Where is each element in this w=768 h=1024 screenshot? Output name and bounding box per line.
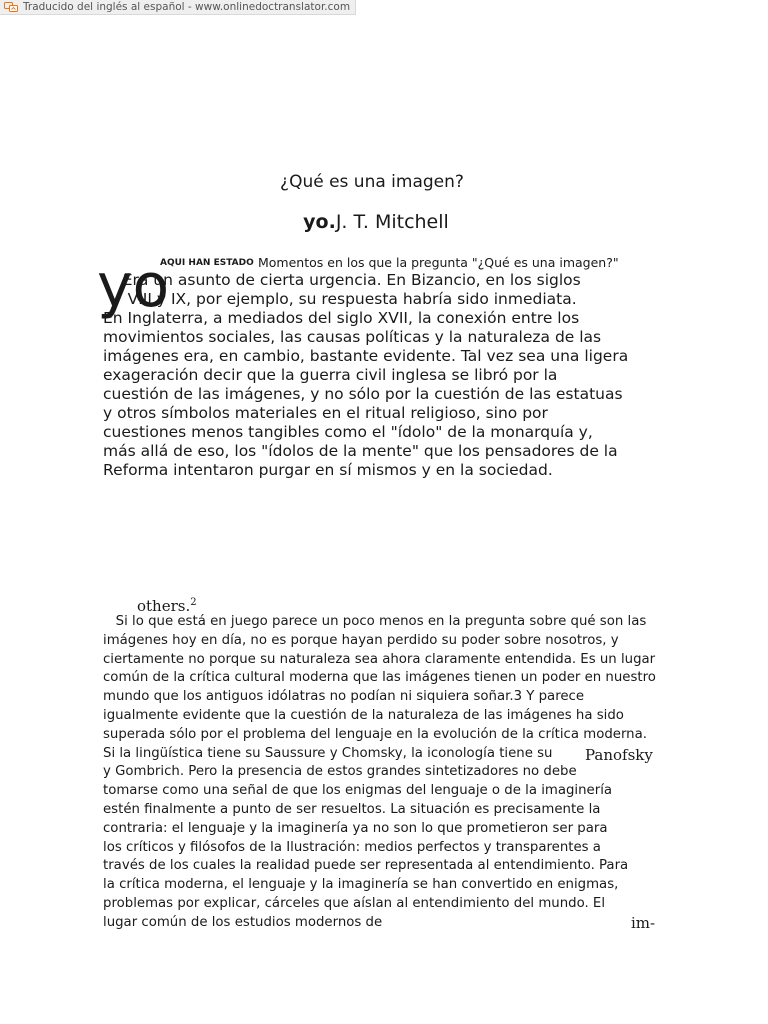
paragraph-line: los críticos y filósofos de la Ilustración: medios perfectos y transparentes a	[103, 839, 601, 855]
paragraph-line: problemas por explicar, cárceles que aíslan al entendimiento del mundo. El	[103, 895, 606, 911]
paragraph-line: ciertamente no porque su naturaleza sea ahora claramente entendida. Es un lugar	[103, 651, 656, 667]
paragraph-2	[103, 613, 656, 933]
paragraph-line: Era un asunto de cierta urgencia. En Bizancio, en los siglos	[103, 271, 581, 289]
paragraph-line: superada sólo por el problema del lenguaje en la evolución de la crítica moderna.	[103, 726, 647, 742]
translate-icon	[4, 2, 18, 12]
paragraph-line: lugar común de los estudios modernos de	[103, 914, 383, 930]
paragraph-line: Si lo que está en juego parece un poco menos en la pregunta sobre qué son las	[103, 614, 647, 629]
paragraph-line: imágenes era, en cambio, bastante evidente. Tal vez sea una ligera	[103, 347, 629, 365]
paragraph-line: En Inglaterra, a mediados del siglo XVII, la conexión entre los	[103, 309, 580, 327]
paragraph-line: exageración decir que la guerra civil inglesa se libró por la	[103, 366, 558, 384]
paragraph-line: través de los cuales la realidad puede ser representada al entendimiento. Para	[103, 858, 629, 874]
drop-cap: yo	[97, 251, 170, 321]
lead-smallcaps: AQUI HAN ESTADO	[160, 258, 254, 268]
paragraph-line: y Gombrich. Pero la presencia de estos grandes sintetizadores no debe	[103, 764, 577, 780]
document-author	[0, 211, 752, 233]
hyphenated-word-fragment: im-	[631, 914, 656, 932]
document-title: ¿Qué es una imagen?	[280, 172, 464, 192]
paragraph-line: Reforma intentaron purgar en sí mismos y en la sociedad.	[103, 461, 553, 479]
paragraph-line: igualmente evidente que la cuestión de la naturaleza de las imágenes ha sido	[103, 707, 624, 723]
paragraph-line: cuestiones menos tangibles como el "ídolo" de la monarquía y,	[103, 423, 593, 441]
paragraph-line: más allá de eso, los "ídolos de la mente" que los pensadores de la	[103, 442, 618, 460]
paragraph-1	[103, 271, 628, 480]
translation-banner[interactable]	[0, 0, 356, 15]
paragraph-line: contraria: el lenguaje y la imaginería ya no son lo que prometieron ser para	[103, 820, 608, 836]
author-prefix: yo.	[303, 211, 336, 233]
paragraph-line: cuestión de las imágenes, y no sólo por la cuestión de las estatuas	[103, 385, 623, 403]
author-name: J. T. Mitchell	[335, 211, 449, 233]
paragraph-line: la crítica moderna, el lenguaje y la imaginería se han convertido en enigmas,	[103, 877, 619, 893]
lead-text: Momentos en los que la pregunta "¿Qué es una imagen?"	[258, 255, 619, 270]
paragraph-line: mundo que los antiguos idólatras no podían ni siquiera soñar.3 Y parece	[103, 689, 585, 705]
paragraph-line: y otros símbolos materiales en el ritual religioso, sino por	[103, 404, 548, 422]
paragraph-line: imágenes hoy en día, no es porque hayan perdido su poder sobre nosotros, y	[103, 632, 619, 648]
paragraph-line: Si la lingüística tiene su Saussure y Chomsky, la iconología tiene su	[103, 745, 553, 761]
footnote-marker: 2	[190, 597, 197, 608]
paragraph-line: estén finalmente a punto de ser resueltos. La situación es precisamente la	[103, 801, 601, 817]
paragraph-line: tomarse como una señal de que los enigmas del lenguaje o de la imaginería	[103, 783, 613, 799]
paragraph-line: VIII y IX, por ejemplo, su respuesta habría sido inmediata.	[103, 290, 577, 308]
paragraph-line: común de la crítica cultural moderna que las imágenes tienen un poder en nuestro	[103, 670, 656, 686]
paragraph-line: movimientos sociales, las causas políticas y la naturaleza de las	[103, 328, 602, 346]
others-text: others.	[137, 597, 191, 615]
panofsky-word: Panofsky	[585, 746, 653, 764]
translation-banner-text: Traducido del inglés al español - www.onlinedoctranslator.com	[23, 1, 351, 13]
